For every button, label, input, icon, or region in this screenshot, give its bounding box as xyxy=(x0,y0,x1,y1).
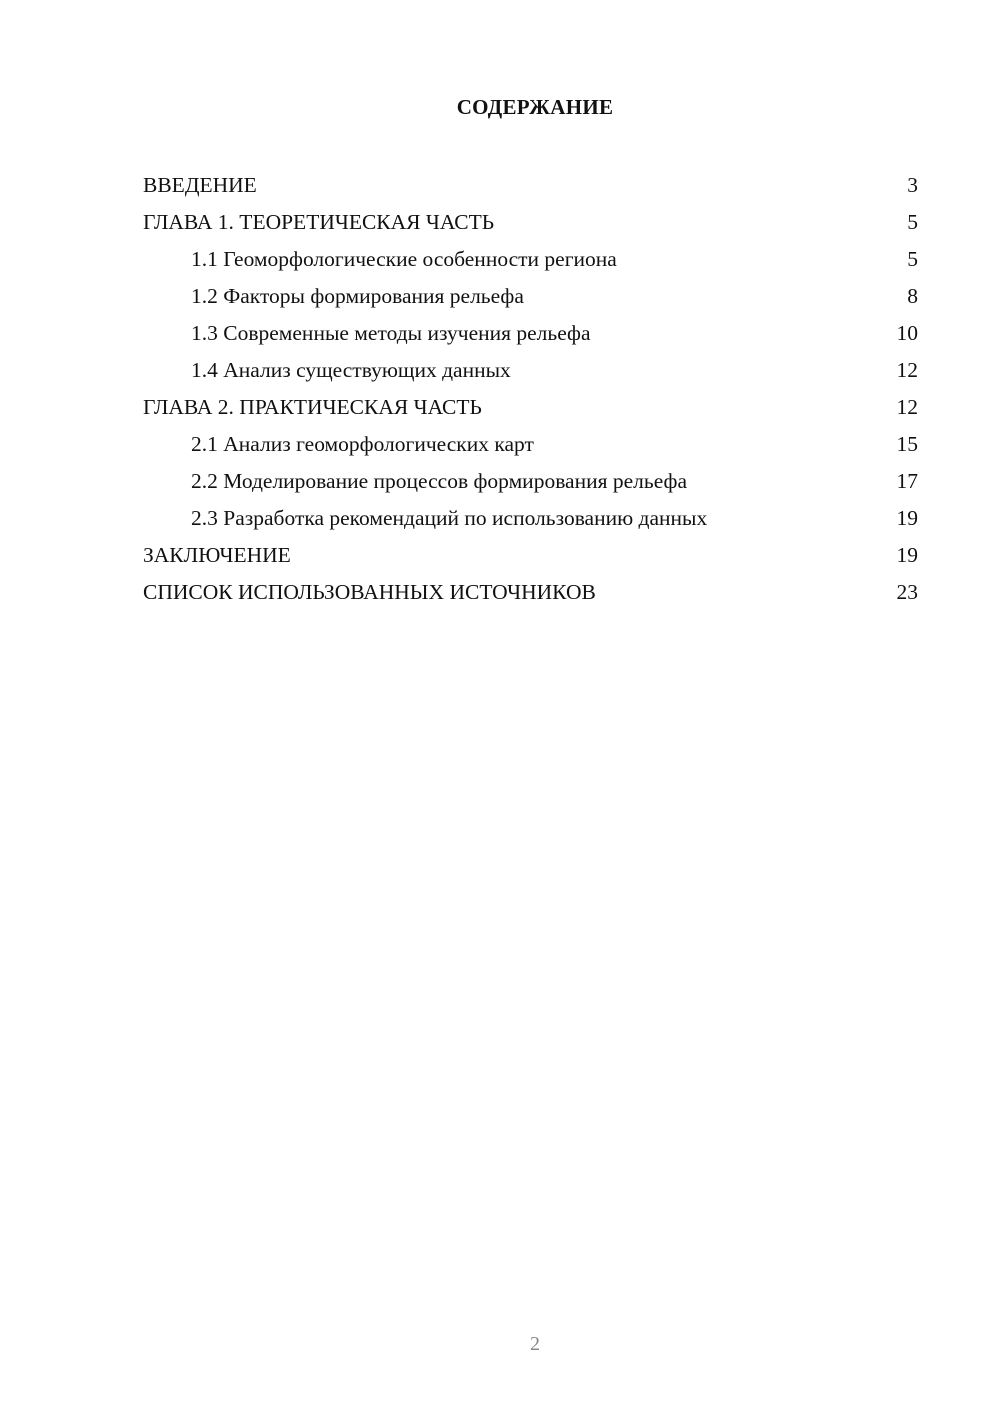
toc-entry-label: СПИСОК ИСПОЛЬЗОВАННЫХ ИСТОЧНИКОВ xyxy=(143,580,596,604)
toc-entry-label: 1.2 Факторы формирования рельефа xyxy=(191,284,524,308)
toc-entry-label: ВВЕДЕНИЕ xyxy=(143,173,257,197)
toc-entry-page: 5 xyxy=(907,247,918,271)
toc-entry-label: ГЛАВА 2. ПРАКТИЧЕСКАЯ ЧАСТЬ xyxy=(143,395,482,419)
toc-entry-label: 1.4 Анализ существующих данных xyxy=(191,358,511,382)
toc-entry-section-2-2 xyxy=(143,464,918,501)
toc-entry-conclusion xyxy=(143,538,918,575)
toc-entry-section-2-1 xyxy=(143,427,918,464)
page-number: 2 xyxy=(530,1333,540,1355)
toc-entry-page: 15 xyxy=(896,432,918,456)
toc-entry-page: 23 xyxy=(896,580,918,604)
toc-entry-section-1-2 xyxy=(143,279,918,316)
toc-entry-page: 19 xyxy=(896,543,918,567)
table-of-contents xyxy=(143,168,918,612)
toc-entry-label: 2.1 Анализ геоморфологических карт xyxy=(191,432,534,456)
toc-entry-introduction xyxy=(143,168,918,205)
toc-entry-references xyxy=(143,575,918,612)
toc-entry-page: 19 xyxy=(896,506,918,530)
toc-entry-section-1-3 xyxy=(143,316,918,353)
toc-entry-page: 17 xyxy=(896,469,918,493)
toc-entry-label: 2.2 Моделирование процессов формирования рельефа xyxy=(191,469,687,493)
toc-entry-section-1-4 xyxy=(143,353,918,390)
toc-entry-page: 10 xyxy=(896,321,918,345)
toc-entry-label: 1.3 Современные методы изучения рельефа xyxy=(191,321,591,345)
toc-entry-label: ГЛАВА 1. ТЕОРЕТИЧЕСКАЯ ЧАСТЬ xyxy=(143,210,495,234)
toc-entry-page: 5 xyxy=(907,210,918,234)
toc-entry-page: 3 xyxy=(907,173,918,197)
toc-entry-page: 12 xyxy=(896,358,918,382)
toc-entry-section-2-3 xyxy=(143,501,918,538)
toc-entry-label: 2.3 Разработка рекомендаций по использованию данных xyxy=(191,506,708,530)
toc-entry-page: 12 xyxy=(896,395,918,419)
toc-entry-label: 1.1 Геоморфологические особенности региона xyxy=(191,247,617,271)
toc-entry-page: 8 xyxy=(907,284,918,308)
toc-entry-section-1-1 xyxy=(143,242,918,279)
page-title: СОДЕРЖАНИЕ xyxy=(456,95,614,119)
toc-entry-chapter-2 xyxy=(143,390,918,427)
toc-entry-label: ЗАКЛЮЧЕНИЕ xyxy=(143,543,291,567)
toc-entry-chapter-1 xyxy=(143,205,918,242)
